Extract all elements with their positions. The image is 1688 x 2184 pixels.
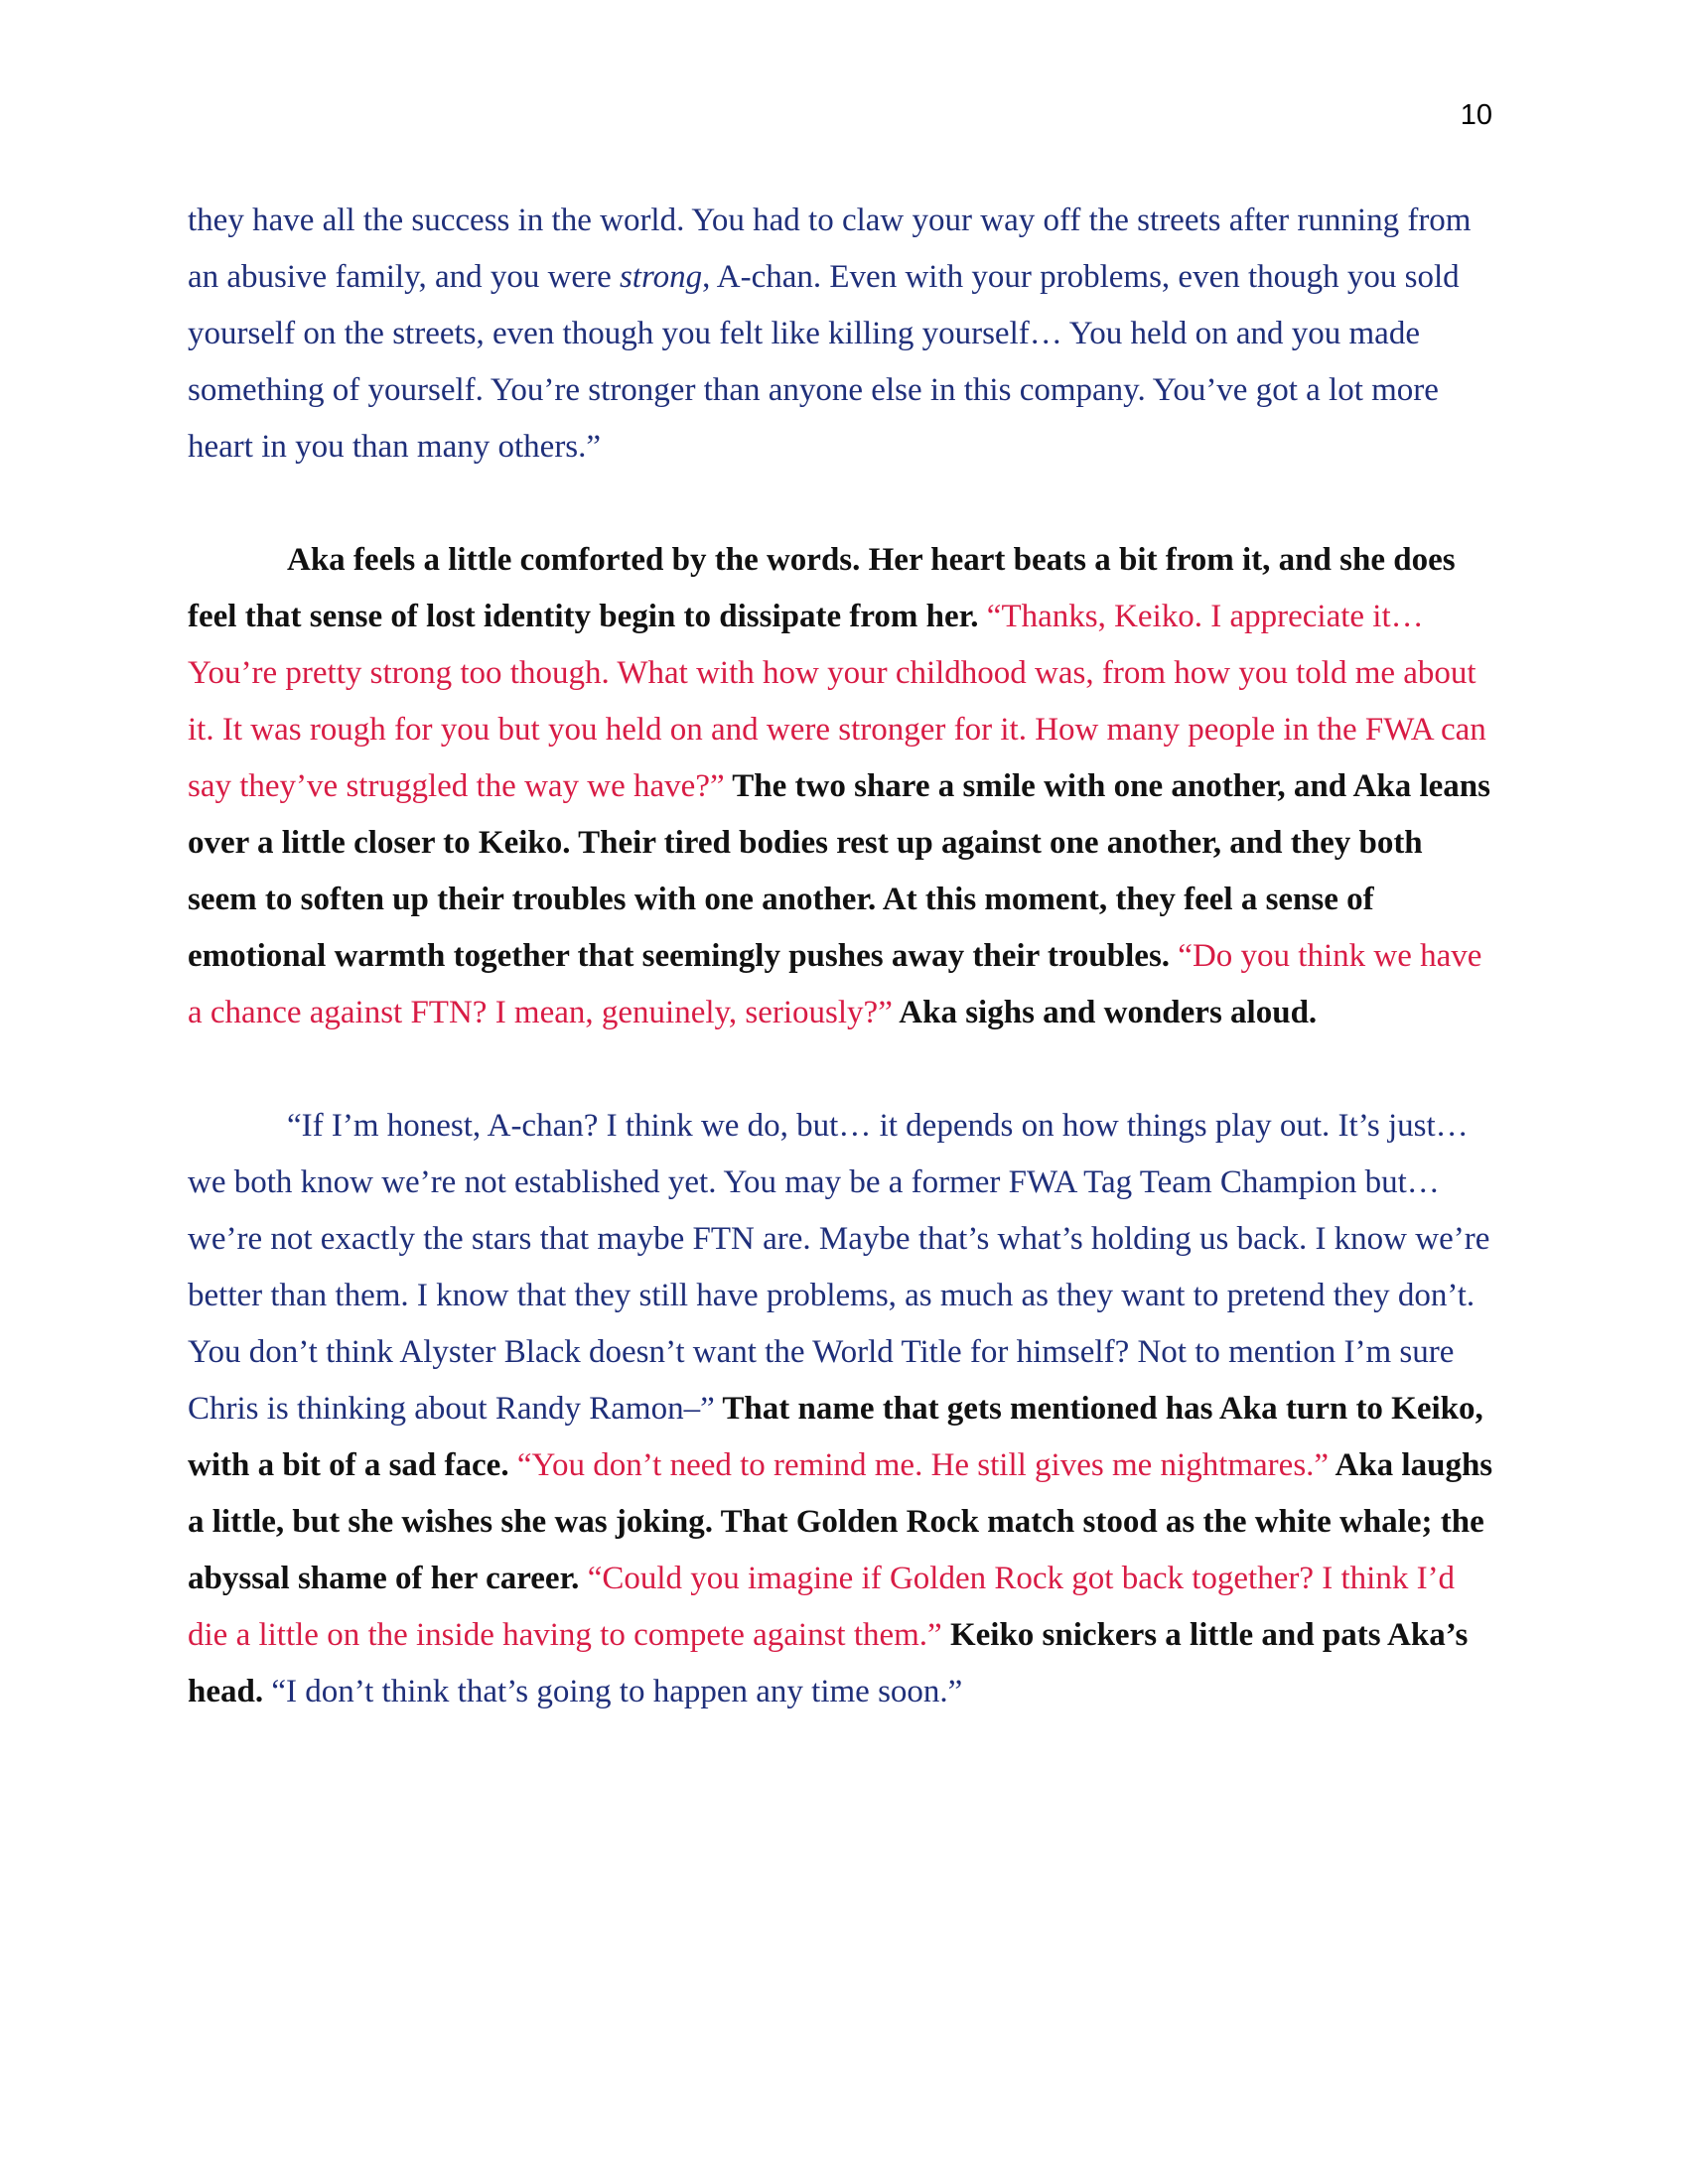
- aka-dialogue: “Thanks, Keiko. I appreciate it… You’re pretty strong too though. What with how your childhood was, from how you told me about it. It was rough for you but you held on and were stronger for it. How many people in the FWA can say they’ve struggled the way we have?”: [188, 599, 1486, 804]
- keiko-dialogue: “If I’m honest, A-chan? I think we do, but… it depends on how things play out. It’s just… we both know we’re not established yet. You may be a former FWA Tag Team Champion but… we’re not exactly the stars that maybe FTN are. Maybe that’s what’s holding us back. I know we’re better than them. I know that they still have problems, as much as they want to pretend they don’t. You don’t think Alyster Black doesn’t want the World Title for himself? Not to mention I’m sure Chris is thinking about Randy Ramon–”: [188, 1108, 1490, 1427]
- paragraph-1: [188, 193, 1498, 476]
- narration-text: Aka sighs and wonders aloud.: [892, 995, 1318, 1030]
- aka-dialogue: “Do you think we have a chance against FTN? I mean, genuinely, seriously?”: [188, 938, 1482, 1030]
- aka-dialogue: “You don’t need to remind me. He still gives me nightmares.”: [508, 1447, 1330, 1483]
- narration-text: That name that gets mentioned has Aka turn to Keiko, with a bit of a sad face.: [188, 1391, 1483, 1483]
- keiko-dialogue-emphasis: strong: [619, 259, 703, 295]
- page-number: 10: [1460, 99, 1492, 131]
- keiko-dialogue: they have all the success in the world. You had to claw your way off the streets after running from an abusive family, and you were: [188, 203, 1472, 295]
- narration-text: The two share a smile with one another, and Aka leans over a little closer to Keiko. Their tired bodies rest up against one another, and they both seem to soften up their troubles with one another. At this moment, they feel a sense of emotional warmth together that seemingly pushes away their troubles.: [188, 768, 1490, 974]
- document-body: [188, 193, 1498, 1777]
- paragraph-2: [188, 532, 1498, 1041]
- narration-text: Keiko snickers a little and pats Aka’s head.: [188, 1617, 1469, 1709]
- paragraph-3: [188, 1098, 1498, 1720]
- narration-text: Aka feels a little comforted by the words. Her heart beats a bit from it, and she does feel that sense of lost identity begin to dissipate from her.: [188, 542, 1456, 634]
- keiko-dialogue: , A-chan. Even with your problems, even though you sold yourself on the streets, even though you felt like killing yourself… You held on and you made something of yourself. You’re stronger than anyone else in this company. You’ve got a lot more heart in you than many others.”: [188, 259, 1460, 465]
- narration-text: Aka laughs a little, but she wishes she was joking. That Golden Rock match stood as the white whale; the abyssal shame of her career.: [188, 1447, 1493, 1596]
- aka-dialogue: “Could you imagine if Golden Rock got back together? I think I’d die a little on the inside having to compete against them.”: [188, 1561, 1456, 1653]
- keiko-dialogue: “I don’t think that’s going to happen any time soon.”: [263, 1674, 963, 1709]
